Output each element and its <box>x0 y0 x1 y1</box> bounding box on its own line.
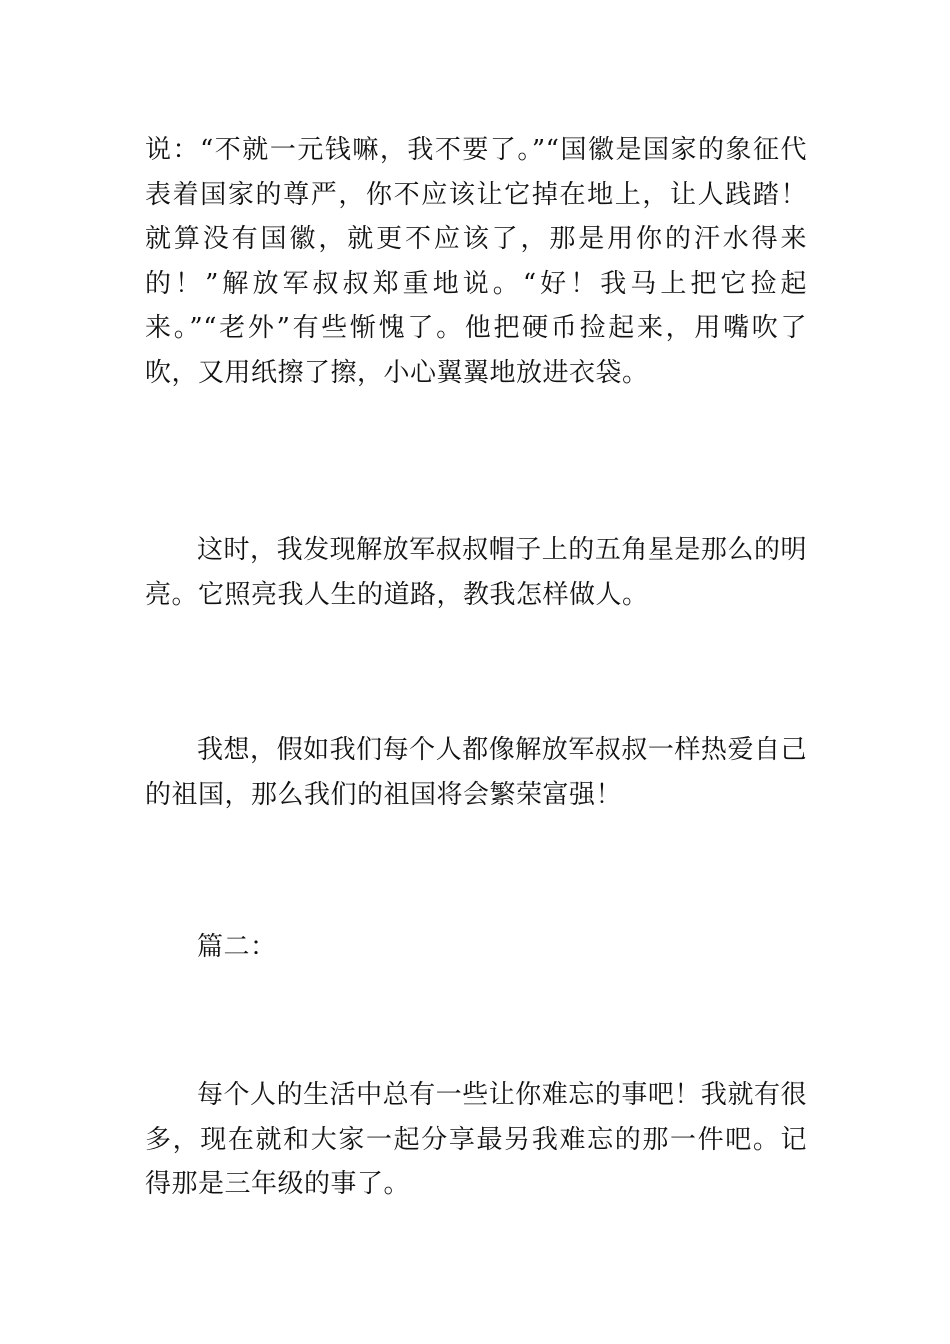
paragraph-motherland: 我想，假如我们每个人都像解放军叔叔一样热爱自己的祖国，那么我们的祖国将会繁荣富强！ <box>145 735 807 810</box>
paragraph-continuation: 说：“不就一元钱嘛，我不要了。”“国徽是国家的象征代表着国家的尊严，你不应该让它掉在地上，让人践踏！就算没有国徽，就更不应该了，那是用你的汗水得来的！”解放军叔叔郑重地说。“好！我马上把它捡起来。”“老外”有些惭愧了。他把硬币捡起来，用嘴吹了吹，又用纸擦了擦，小心翼翼地放进衣袋。 <box>145 135 807 388</box>
paragraph-memorable: 每个人的生活中总有一些让你难忘的事吧！我就有很多，现在就和大家一起分享最另我难忘的那一件吧。记得那是三年级的事了。 <box>145 1080 807 1199</box>
paragraph-star: 这时，我发现解放军叔叔帽子上的五角星是那么的明亮。它照亮我人生的道路，教我怎样做人。 <box>145 535 807 610</box>
section-heading: 篇二： <box>197 932 277 962</box>
